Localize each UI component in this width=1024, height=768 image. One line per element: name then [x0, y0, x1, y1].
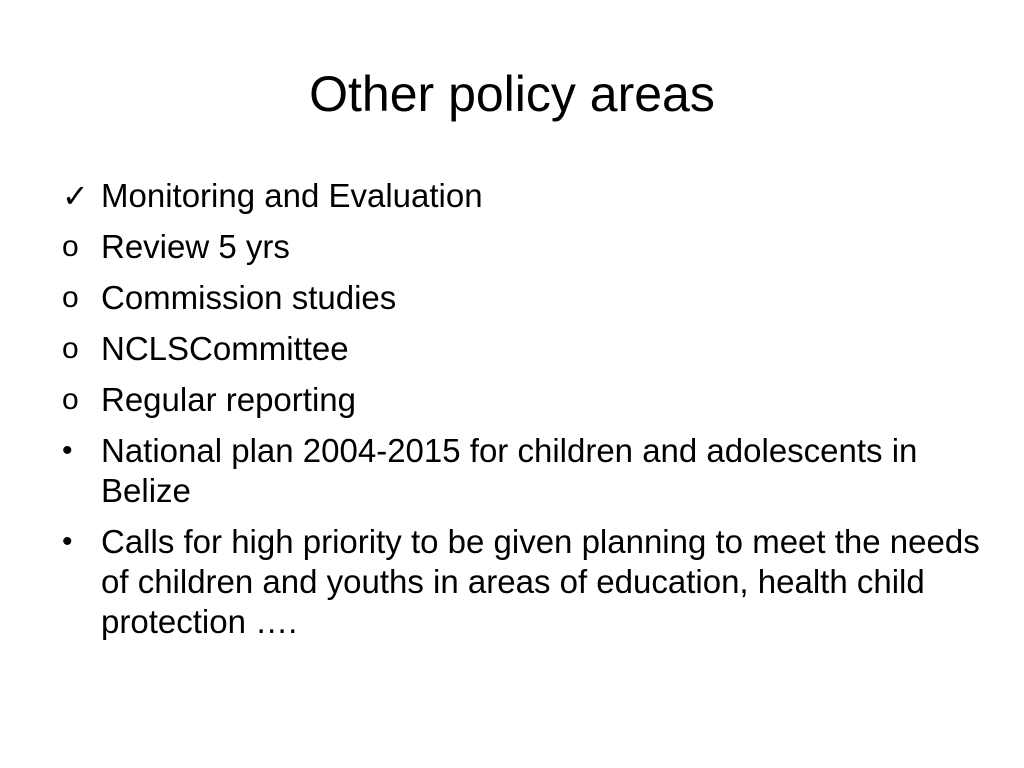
bullet-item-monitoring: [60, 176, 980, 216]
check-icon: ✓: [62, 178, 89, 214]
circle-bullet-icon: o: [62, 332, 79, 365]
bullet-text: Review 5 yrs: [101, 228, 290, 265]
circle-bullet-icon: o: [62, 383, 79, 416]
bullet-text: NCLSCommittee: [101, 330, 349, 367]
circle-bullet-icon: o: [62, 281, 79, 314]
bullet-list: [60, 176, 980, 653]
bullet-item-reporting: [60, 380, 980, 420]
bullet-text: Regular reporting: [101, 381, 356, 418]
dot-bullet-icon: •: [62, 525, 73, 558]
bullet-text: Commission studies: [101, 279, 397, 316]
bullet-item-calls: [60, 522, 980, 642]
slide-title: Other policy areas: [309, 66, 715, 122]
bullet-item-committee: [60, 329, 980, 369]
bullet-text: Monitoring and Evaluation: [101, 177, 483, 214]
bullet-item-national-plan: [60, 431, 980, 511]
bullet-text: National plan 2004-2015 for children and adolescents in Belize: [101, 432, 918, 509]
bullet-text: Calls for high priority to be given planning to meet the needs of children and youths in areas of education, health child protection ….: [101, 523, 980, 640]
dot-bullet-icon: •: [62, 434, 73, 467]
circle-bullet-icon: o: [62, 230, 79, 263]
bullet-item-review: [60, 227, 980, 267]
bullet-item-commission: [60, 278, 980, 318]
